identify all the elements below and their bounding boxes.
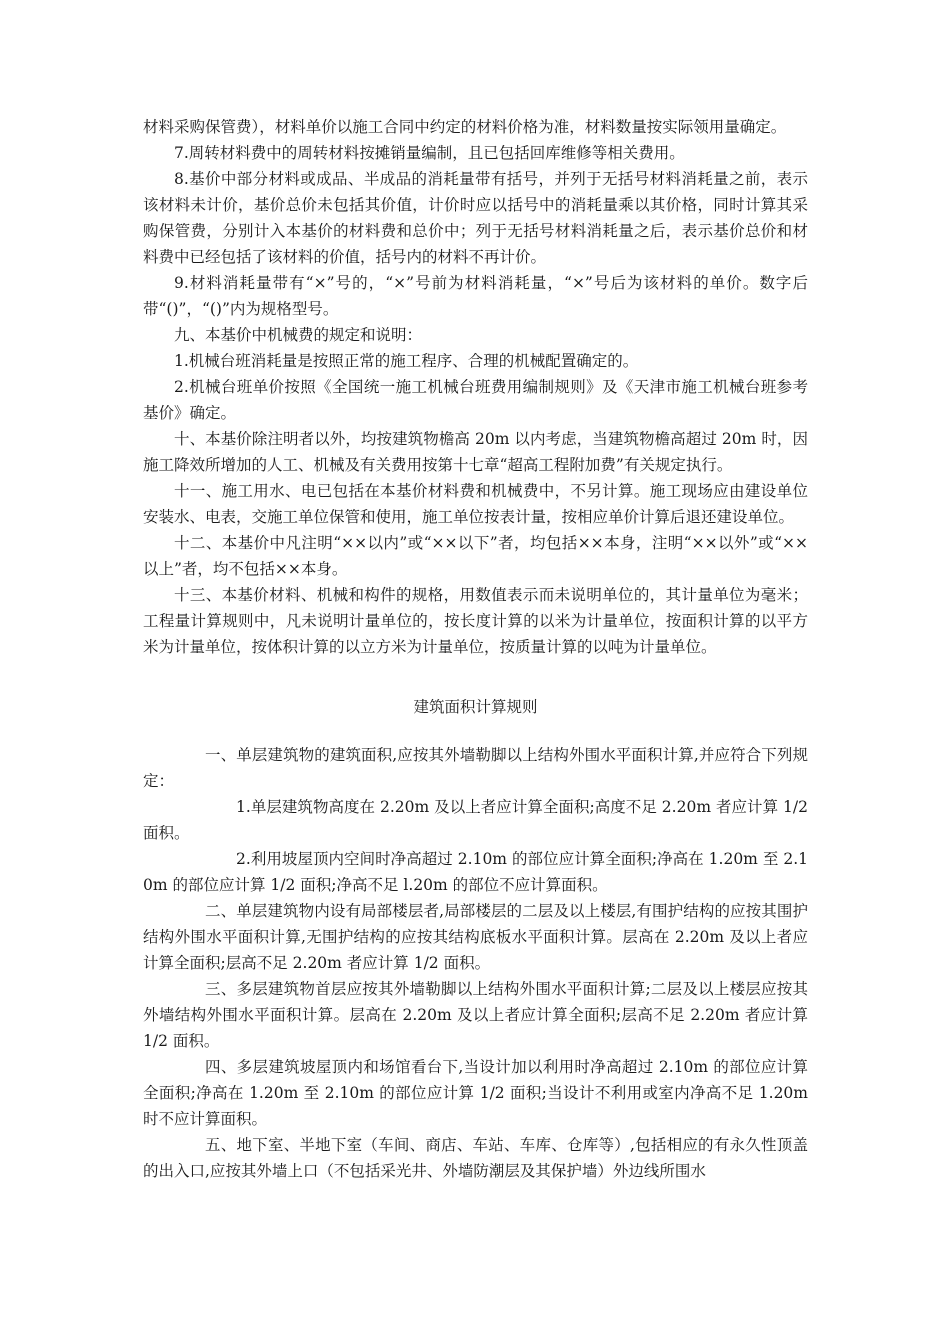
paragraph-section-11: 十一、施工用水、电已包括在本基价材料费和机械费中，不另计算。施工现场应由建设单位安装水、电表，交施工单位保管和使用，施工单位按表计量，按相应单价计算后退还建设单位。 — [143, 482, 808, 526]
rule-3: 三、多层建筑物首层应按其外墙勒脚以上结构外围水平面积计算;二层及以上楼层应按其外墙结构外围水平面积计算。层高在 2.20m 及以上者应计算全面积;层高不足 2.20m 者应计算 1/2 面积。 — [143, 980, 808, 1050]
section-heading-9: 九、本基价中机械费的规定和说明： — [174, 326, 423, 344]
rule-1-sub-1: 1.单层建筑物高度在 2.20m 及以上者应计算全面积;高度不足 2.20m 者应计算 1/2 面积。 — [143, 798, 808, 842]
rule-1: 一、单层建筑物的建筑面积,应按其外墙勒脚以上结构外围水平面积计算,并应符合下列规定： — [143, 746, 808, 790]
document-page — [143, 114, 808, 1184]
paragraph-material-unit-price: 材料采购保管费），材料单价以施工合同中约定的材料价格为准，材料数量按实际领用量确定。 — [143, 118, 787, 136]
rule-4: 四、多层建筑坡屋顶内和场馆看台下,当设计加以利用时净高超过 2.10m 的部位应计算全面积;净高在 1.20m 至 2.10m 的部位应计算 1/2 面积;当设计不利用或室内净高不足 1.20m 时不应计算面积。 — [143, 1058, 808, 1128]
section-title: 建筑面积计算规则 — [413, 698, 538, 716]
paragraph-item-7: 7.周转材料费中的周转材料按摊销量编制，且已包括回库维修等相关费用。 — [174, 144, 685, 162]
rule-2: 二、单层建筑物内设有局部楼层者,局部楼层的二层及以上楼层,有围护结构的应按其围护结构外围水平面积计算,无围护结构的应按其结构底板水平面积计算。层高在 2.20m 及以上者应计算全面积;层高不足 2.20m 者应计算 1/2 面积。 — [143, 902, 808, 972]
paragraph-item-9: 9.材料消耗量带有“×”号的，“×”号前为材料消耗量，“×”号后为该材料的单价。数字后带“()”，“()”内为规格型号。 — [143, 274, 808, 318]
paragraph-machine-1: 1.机械台班消耗量是按照正常的施工程序、合理的机械配置确定的。 — [174, 352, 639, 370]
paragraph-machine-2: 2.机械台班单价按照《全国统一施工机械台班费用编制规则》及《天津市施工机械台班参考基价》确定。 — [143, 378, 808, 422]
paragraph-section-12: 十二、本基价中凡注明“××以内”或“××以下”者，均包括××本身，注明“××以外”或“××以上”者，均不包括××本身。 — [143, 534, 808, 578]
paragraph-section-13: 十三、本基价材料、机械和构件的规格，用数值表示而未说明单位的，其计量单位为毫米；工程量计算规则中，凡未说明计量单位的，按长度计算的以米为计量单位，按面积计算的以平方米为计量单位，按体积计算的以立方米为计量单位，按质量计算的以吨为计量单位。 — [143, 586, 808, 656]
rule-1-sub-2: 2.利用坡屋顶内空间时净高超过 2.10m 的部位应计算全面积;净高在 1.20m 至 2.10m 的部位应计算 1/2 面积;净高不足 l.20m 的部位不应计算面积。 — [143, 850, 808, 894]
paragraph-section-10: 十、本基价除注明者以外，均按建筑物檐高 20m 以内考虑，当建筑物檐高超过 20m 时，因施工降效所增加的人工、机械及有关费用按第十七章“超高工程附加费”有关规定执行。 — [143, 430, 808, 474]
paragraph-item-8: 8.基价中部分材料或成品、半成品的消耗量带有括号，并列于无括号材料消耗量之前，表示该材料未计价，基价总价未包括其价值，计价时应以括号中的消耗量乘以其价格，同时计算其采购保管费，分别计入本基价的材料费和总价中；列于无括号材料消耗量之后，表示基价总价和材料费中已经包括了该材料的价值，括号内的材料不再计价。 — [143, 170, 808, 266]
rule-5: 五、地下室、半地下室（车间、商店、车站、车库、仓库等）,包括相应的有永久性顶盖的出入口,应按其外墙上口（不包括采光井、外墙防潮层及其保护墙）外边线所围水 — [143, 1136, 808, 1180]
